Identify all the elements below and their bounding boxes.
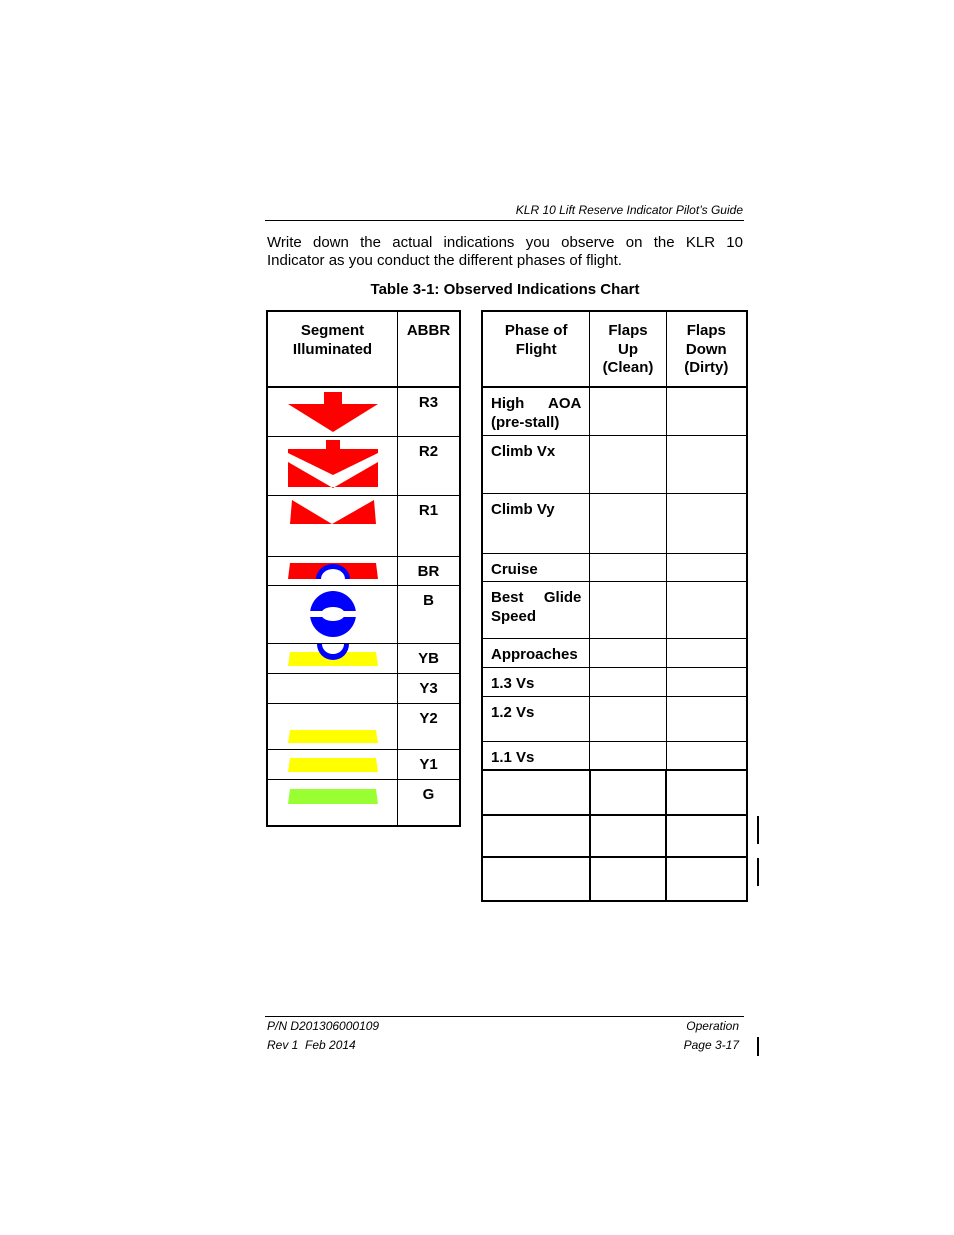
- flaps-down-cell[interactable]: [666, 696, 747, 741]
- flaps-up-cell[interactable]: [590, 741, 666, 770]
- flaps-up-cell[interactable]: [590, 638, 666, 667]
- phase-label: Best Glide: [491, 588, 582, 606]
- flaps-down-cell[interactable]: [666, 553, 747, 581]
- segment-symbol-cell: [267, 496, 398, 557]
- flaps-down-cell[interactable]: [666, 581, 747, 638]
- table-row: [267, 674, 460, 704]
- red-blue-segment-icon: [268, 557, 397, 585]
- table-row: [267, 704, 460, 750]
- abbr-cell: YB: [398, 644, 461, 674]
- segment-symbol-cell: [267, 387, 398, 437]
- segment-symbol-cell: [267, 704, 398, 750]
- intro-paragraph: [267, 234, 743, 270]
- phase-cell: Cruise: [482, 553, 590, 581]
- flaps-up-cell[interactable]: [590, 696, 666, 741]
- abbr-cell: BR: [398, 557, 461, 586]
- table-row: [482, 770, 747, 815]
- segment-symbol-cell: [267, 437, 398, 496]
- abbr-cell: G: [398, 780, 461, 827]
- table-row: [267, 780, 460, 827]
- flaps-up-cell[interactable]: [590, 857, 666, 901]
- flaps-up-cell[interactable]: [590, 667, 666, 696]
- header-rule: [265, 220, 744, 221]
- table-row: [482, 493, 747, 553]
- flaps-up-cell[interactable]: [590, 553, 666, 581]
- abbr-cell: Y1: [398, 750, 461, 780]
- segment-symbol-cell: [267, 780, 398, 827]
- phase-cell: [482, 581, 590, 638]
- phase-label-line-2: Speed: [491, 607, 537, 625]
- table-row: [482, 815, 747, 857]
- change-bar: [757, 816, 759, 844]
- phase-table: [481, 310, 748, 902]
- red-chevron-icon: [268, 437, 397, 495]
- table-row: [267, 496, 460, 557]
- header-flaps-down: Flaps Down (Dirty): [666, 311, 747, 387]
- table-row: [482, 741, 747, 770]
- flaps-down-cell[interactable]: [666, 857, 747, 901]
- flaps-up-cell[interactable]: [590, 435, 666, 493]
- phase-cell: 1.3 Vs: [482, 667, 590, 696]
- phase-cell: [482, 770, 590, 815]
- abbr-cell: B: [398, 586, 461, 644]
- flaps-up-cell[interactable]: [590, 815, 666, 857]
- intro-line-1: Write down the actual indications you observe on the KLR 10: [267, 234, 743, 251]
- abbr-cell: Y2: [398, 704, 461, 750]
- red-bars-icon: [268, 496, 397, 556]
- table-row: [267, 750, 460, 780]
- running-header: KLR 10 Lift Reserve Indicator Pilot’s Guide: [515, 203, 743, 217]
- abbr-cell: R3: [398, 387, 461, 437]
- table-row: [482, 638, 747, 667]
- phase-cell: [482, 857, 590, 901]
- change-bar: [757, 1037, 759, 1056]
- abbr-cell: R1: [398, 496, 461, 557]
- phase-cell: Climb Vy: [482, 493, 590, 553]
- footer-rule: [265, 1016, 744, 1017]
- table-row: [267, 644, 460, 674]
- header-segment-illuminated: Segment Illuminated: [267, 311, 398, 387]
- abbr-cell: Y3: [398, 674, 461, 704]
- flaps-down-cell[interactable]: [666, 638, 747, 667]
- flaps-down-cell[interactable]: [666, 770, 747, 815]
- phase-cell: [482, 815, 590, 857]
- flaps-down-cell[interactable]: [666, 815, 747, 857]
- flaps-up-cell[interactable]: [590, 770, 666, 815]
- segment-symbol-cell: [267, 750, 398, 780]
- segment-table: [266, 310, 461, 827]
- change-bar: [757, 858, 759, 886]
- flaps-down-cell[interactable]: [666, 667, 747, 696]
- table-row: [482, 553, 747, 581]
- phase-cell: [482, 387, 590, 435]
- table-row: [482, 387, 747, 435]
- table-row: [267, 437, 460, 496]
- table-row: [482, 857, 747, 901]
- segment-symbol-cell: [267, 586, 398, 644]
- phase-cell: 1.2 Vs: [482, 696, 590, 741]
- table-row: [267, 586, 460, 644]
- blue-donut-icon: [268, 586, 397, 643]
- footer-revision: Rev 1 Feb 2014: [267, 1038, 356, 1052]
- yellow-bar-icon: [268, 750, 397, 779]
- flaps-down-cell[interactable]: [666, 741, 747, 770]
- header-phase-of-flight: Phase of Flight: [482, 311, 590, 387]
- yellow-bars-icon: [268, 704, 397, 749]
- table-row: [482, 581, 747, 638]
- phase-cell: Climb Vx: [482, 435, 590, 493]
- green-bar-icon: [268, 780, 397, 825]
- phase-label-line-2: (pre-stall): [491, 414, 560, 431]
- table-row: [482, 435, 747, 493]
- footer-part-number: P/N D201306000109: [267, 1019, 380, 1033]
- table-row: [482, 667, 747, 696]
- footer-section: Operation: [686, 1019, 739, 1033]
- segment-symbol-cell: [267, 557, 398, 586]
- red-arrow-icon: [268, 388, 397, 436]
- flaps-down-cell[interactable]: [666, 387, 747, 435]
- segment-symbol-cell: [267, 674, 398, 704]
- yellow-notched-bar-icon: [268, 674, 397, 703]
- intro-line-2: Indicator as you conduct the different phases of flight.: [267, 252, 622, 269]
- table-row: [482, 696, 747, 741]
- abbr-cell: R2: [398, 437, 461, 496]
- header-flaps-up: Flaps Up (Clean): [590, 311, 666, 387]
- flaps-down-cell[interactable]: [666, 435, 747, 493]
- table-row: [267, 387, 460, 437]
- phase-table-header: [482, 311, 747, 387]
- phase-cell: Approaches: [482, 638, 590, 667]
- flaps-up-cell[interactable]: [590, 493, 666, 553]
- flaps-up-cell[interactable]: [590, 387, 666, 435]
- phase-cell: 1.1 Vs: [482, 741, 590, 770]
- yellow-blue-segment-icon: [268, 644, 397, 673]
- phase-label: High AOA: [491, 395, 582, 412]
- footer-page-number: Page 3-17: [683, 1038, 739, 1052]
- table-row: [267, 557, 460, 586]
- segment-table-header: [267, 311, 460, 387]
- table-title: Table 3-1: Observed Indications Chart: [370, 281, 640, 298]
- header-abbr: ABBR: [398, 311, 461, 387]
- flaps-down-cell[interactable]: [666, 493, 747, 553]
- flaps-up-cell[interactable]: [590, 581, 666, 638]
- segment-symbol-cell: [267, 644, 398, 674]
